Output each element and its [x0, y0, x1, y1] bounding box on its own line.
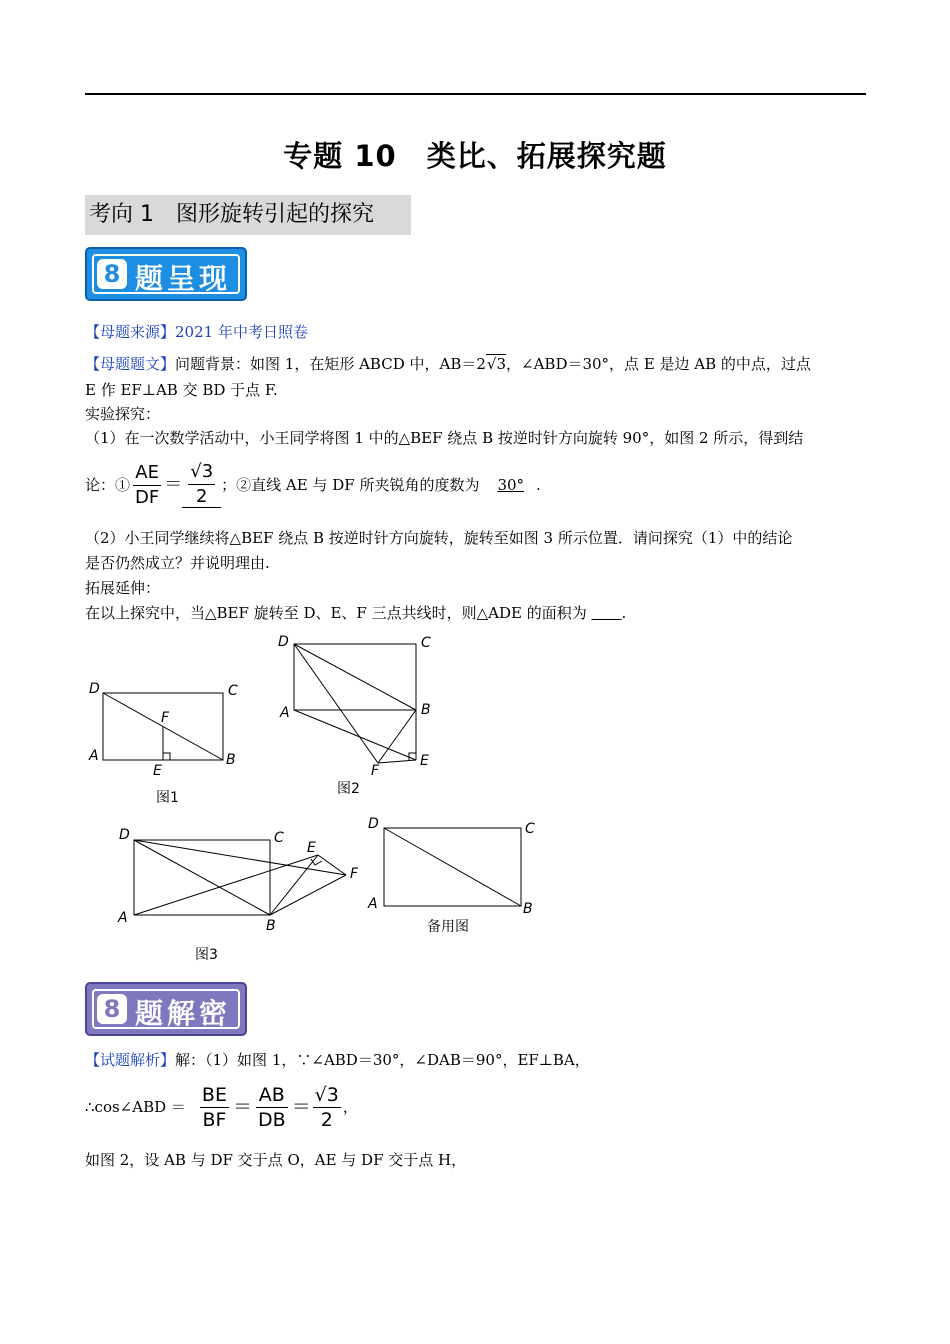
fraction-numerator: AE — [135, 461, 159, 483]
fraction-denominator: 2 — [188, 484, 215, 507]
fig1-label-b: B — [226, 752, 236, 768]
fraction-numerator: √3 — [314, 1083, 339, 1106]
fig4-label-c: C — [525, 821, 535, 837]
fig3-label-e: E — [307, 840, 316, 856]
source-line — [85, 322, 308, 342]
equals-sign: ＝ — [291, 1096, 311, 1118]
solution-text: ， — [342, 1098, 358, 1116]
solution-label: 【试题解析】 — [85, 1051, 176, 1069]
fig1-label-a: A — [89, 748, 99, 764]
section-number: 考向 1 — [89, 202, 154, 227]
problem-line-6: （2）小王同学继续将△BEF 绕点 B 按逆时针方向旋转，旋转至如图 3 所示位置．请问探究（1）中的结论 — [85, 529, 793, 547]
fig1-label-f: F — [161, 710, 170, 726]
problem-text: 问题背景：如图 1，在矩形 ABCD 中，AB＝2 — [175, 355, 486, 373]
fig2-label-a: A — [280, 705, 290, 721]
solution-line-1 — [85, 1050, 590, 1070]
fig2-label-c: C — [421, 635, 431, 651]
answer-blank-2: 30° — [497, 476, 525, 494]
fig3-right-angle — [311, 859, 322, 865]
problem-line-3: 实验探究： — [85, 405, 161, 423]
fig2-label-f: F — [371, 763, 380, 779]
solution-line-2 — [85, 1076, 358, 1138]
fig4-caption: 备用图 — [427, 919, 469, 935]
solution-line-3: 如图 2，设 AB 与 DF 交于点 O，AE 与 DF 交于点 H， — [85, 1151, 467, 1169]
fig2-label-d: D — [278, 634, 289, 650]
answer-blank-3 — [592, 604, 622, 622]
fraction-ab-db — [256, 1085, 288, 1130]
root-symbol: √3 — [486, 355, 507, 373]
answer-blank-1 — [182, 462, 221, 508]
fraction-numerator: BE — [201, 1083, 227, 1106]
header-rule — [85, 93, 866, 95]
fig4-label-d: D — [368, 816, 379, 832]
fig2-segment-bf — [378, 710, 416, 763]
fig2-label-e: E — [420, 753, 429, 769]
problem-line-4: （1）在一次数学活动中，小王同学将图 1 中的△BEF 绕点 B 按逆时针方向旋转 90°，如图 2 所示，得到结 — [85, 429, 804, 447]
fig3-caption: 图3 — [195, 947, 218, 963]
problem-label: 【母题题文】 — [85, 355, 176, 373]
problem-text: ，∠ABD＝30°，点 E 是边 AB 的中点，过点 — [506, 355, 811, 373]
badge-number-icon: 8 — [97, 259, 127, 289]
fig4-diagonal-db — [384, 828, 521, 906]
badge-text: 题呈现 — [135, 262, 232, 295]
fig3-segment-ef — [318, 855, 346, 875]
fraction-denominator: 2 — [313, 1107, 341, 1130]
fig1-label-e: E — [153, 763, 162, 779]
page-title: 专题 10 类比、拓展探究题 — [283, 139, 667, 173]
equals-sign: ＝ — [232, 1096, 252, 1118]
problem-badge — [85, 247, 247, 301]
fig3-segment-bf — [270, 875, 346, 915]
solution-text: ∴cos∠ABD ＝ — [85, 1098, 186, 1116]
fig2-segment-df — [294, 644, 378, 763]
problem-line-8: 拓展延伸： — [85, 579, 161, 597]
problem-text: . — [621, 604, 627, 622]
fig3-label-a: A — [118, 910, 128, 926]
problem-line-7: 是否仍然成立？并说明理由. — [85, 554, 270, 572]
fraction-be-bf — [200, 1085, 229, 1130]
fraction-denominator: DB — [257, 1108, 286, 1131]
fig3-label-f: F — [350, 866, 359, 882]
solution-text: 解：（1）如图 1，∵∠ABD＝30°，∠DAB＝90°，EF⊥BA， — [175, 1051, 590, 1069]
fig2-diagonal-db — [294, 644, 416, 710]
fraction-numerator: AB — [258, 1083, 285, 1106]
equals-sign: ＝ — [164, 474, 183, 495]
fig3-segment-ae — [134, 855, 318, 915]
fig3-label-c: C — [274, 830, 284, 846]
source-label: 【母题来源】 — [85, 323, 176, 341]
fig4-label-b: B — [523, 901, 533, 917]
problem-line-2: E 作 EF⊥AB 交 BD 于点 F. — [85, 381, 278, 399]
source-value: 2021 年中考日照卷 — [175, 323, 308, 341]
section-title: 图形旋转引起的探究 — [176, 202, 375, 227]
fig2-label-b: B — [421, 702, 431, 718]
fig3-label-d: D — [119, 827, 130, 843]
problem-text: 论：① — [85, 476, 131, 494]
badge-text: 题解密 — [135, 997, 232, 1030]
problem-line-1 — [85, 354, 811, 374]
fig1-right-angle — [163, 753, 170, 760]
fraction-denominator: DF — [135, 486, 160, 508]
fig1-caption: 图1 — [156, 790, 179, 806]
root-value: 3 — [496, 355, 507, 373]
fraction-answer — [188, 462, 215, 507]
problem-text: 在以上探究中，当△BEF 旋转至 D、E、F 三点共线时，则△ADE 的面积为 — [85, 604, 587, 622]
problem-text: ；②直线 AE 与 DF 所夹锐角的度数为 — [221, 476, 480, 494]
fraction-numerator: √3 — [190, 461, 214, 482]
fig2-caption: 图2 — [337, 781, 360, 797]
problem-line-5 — [85, 455, 541, 515]
fig2-segment-fe — [378, 760, 416, 763]
fraction-root3-2 — [313, 1085, 341, 1130]
section-heading — [85, 195, 411, 235]
fig3-label-b: B — [266, 918, 276, 934]
fraction-ae-df — [133, 463, 161, 508]
solution-badge — [85, 982, 247, 1036]
problem-line-9 — [85, 603, 626, 623]
fig1-label-d: D — [89, 681, 100, 697]
fig1-label-c: C — [228, 683, 238, 699]
fig4-label-a: A — [368, 896, 378, 912]
fraction-denominator: BF — [200, 1107, 229, 1130]
problem-text: . — [536, 476, 541, 494]
badge-number-icon: 8 — [97, 994, 127, 1024]
figures-panel — [0, 625, 950, 975]
